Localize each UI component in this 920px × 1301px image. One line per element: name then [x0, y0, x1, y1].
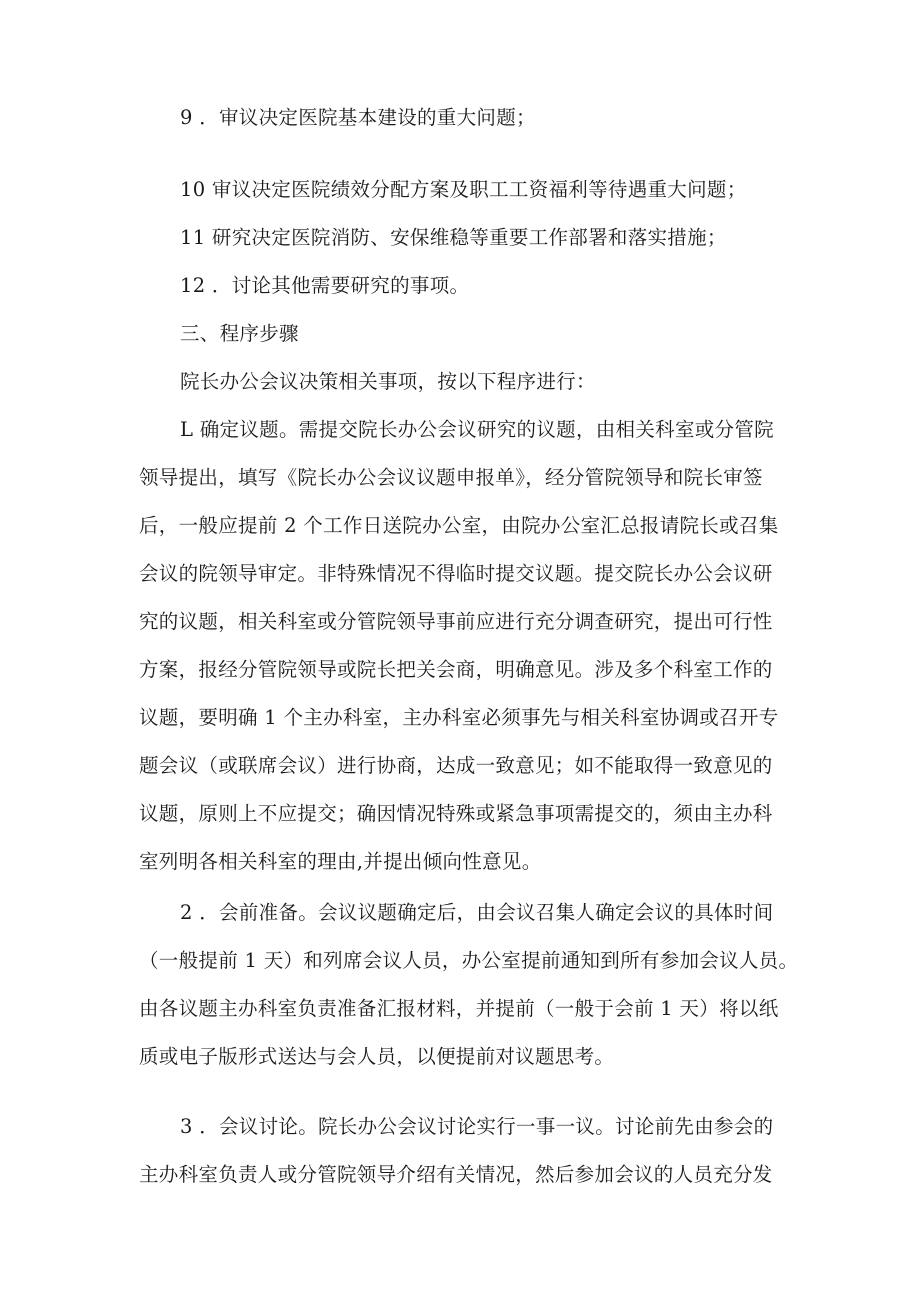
item-12: 12 ．讨论其他需要研究的事项。 [180, 274, 470, 297]
step1-line: 会议的院领导审定。非特殊情况不得临时提交议题。提交院长办公会议研 [139, 562, 773, 585]
item-10: 10 审议决定医院绩效分配方案及职工工资福利等待遇重大问题； [180, 178, 747, 201]
step2-line: 2 ．会前准备。会议议题确定后，由会议召集人确定会议的具体时间 [180, 901, 774, 924]
item-11: 11 研究决定医院消防、安保维稳等重要工作部署和落实措施； [180, 226, 727, 249]
step3-line: 主办科室负责人或分管院领导介绍有关情况，然后参加会议的人员充分发 [139, 1163, 773, 1186]
step1-line: 室列明各相关科室的理由,并提出倾向性意见。 [139, 850, 542, 873]
intro-paragraph: 院长办公会议决策相关事项，按以下程序进行： [180, 370, 596, 393]
step1-line: 领导提出，填写《院长办公会议议题申报单》，经分管院领导和院长审签 [139, 466, 763, 489]
step1-line: 后，一般应提前 2 个工作日送院办公室，由院办公室汇总报请院长或召集 [139, 514, 779, 537]
step1-line: 究的议题，相关科室或分管院领导事前应进行充分调查研究，提出可行性 [139, 610, 773, 633]
section-heading: 三、程序步骤 [180, 322, 299, 345]
step1-line: 方案，报经分管院领导或院长把关会商，明确意见。涉及多个科室工作的 [139, 658, 773, 681]
step1-line: L 确定议题。需提交院长办公会议研究的议题，由相关科室或分管院 [180, 418, 774, 441]
step3-line: 3 ．会议讨论。院长办公会议讨论实行一事一议。讨论前先由参会的 [180, 1115, 774, 1138]
step1-line: 题会议（或联席会议）进行协商，达成一致意见；如不能取得一致意见的 [139, 754, 773, 777]
step2-line: 质或电子版形式送达与会人员，以便提前对议题思考。 [139, 1045, 615, 1068]
step1-line: 议题，要明确 1 个主办科室，主办科室必须事先与相关科室协调或召开专 [139, 706, 779, 729]
step1-line: 议题，原则上不应提交；确因情况特殊或紧急事项需提交的，须由主办科 [139, 802, 773, 825]
step2-line: （一般提前 1 天）和列席会议人员，办公室提前通知到所有参加会议人员。 [139, 949, 799, 972]
step2-line: 由各议题主办科室负责准备汇报材料，并提前（一般于会前 1 天）将以纸 [139, 997, 779, 1020]
item-9: 9 ．审议决定医院基本建设的重大问题； [180, 106, 536, 129]
